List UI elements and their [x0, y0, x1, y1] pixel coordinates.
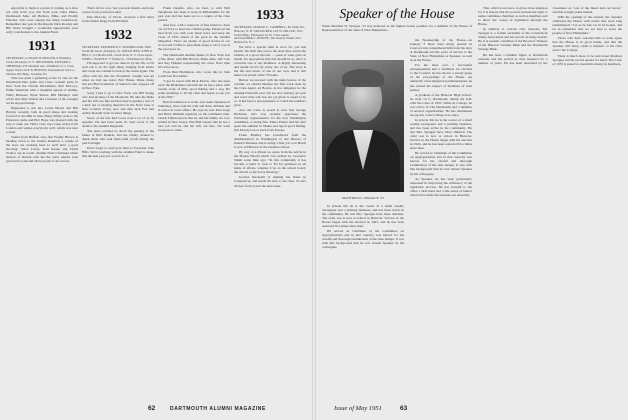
column-text: That's all for now. See you next month, and hope to hear from you before then. — [82, 6, 154, 15]
column-4 — [234, 6, 306, 399]
feature-title: Speaker of the House — [339, 6, 455, 21]
page-number: 63 — [400, 405, 408, 412]
class-secretary-info: SECRETARY, A. FRANCIS ZIEGLER, 8 Wellesley Circle, Brooklyn, N. Y. TREASURER, EDWARD L. SHERMAN, 250 Sherman Ave., Plainfield, N. J. Class Agent, WALLACE B. BENSON, International Salt Co., Stratton Life Bldg., Scranton, Pa. — [6, 56, 76, 76]
column-text: the Speakership of the House—on January 3 there were many present in Concord who remembered him from his days at Dartmouth and his years of service to the State of New Hampshire as Speaker, as well as in the House. — [410, 38, 472, 63]
right-text-column — [478, 6, 622, 399]
column-text: He served as Chairman of the Committee on Appropriations and in that capacity was known for his careful and thorough examination of the state budget. It was with this background that he was chosen Speaker by his colleagues. — [322, 229, 404, 250]
magazine-name: DARTMOUTH ALUMNI MAGAZINE — [170, 406, 266, 412]
column-text: In addition to various civic interests, Mr. Sprague is a former president of the Connecticut Valley Association and has served on many boards. He is at present a member of the Board of Trustees of the Hanover Savings Bank and the Dartmouth Savings Bank. — [478, 27, 548, 52]
column-text: News of the late Red Lowe took a lot of us by surprise. He had been quite ill. Sent word of his death to the Alumni Magazine. — [82, 115, 154, 129]
column-2 — [82, 6, 154, 399]
column-text: Don't forget to send your dues to Treasurer John Hills. We're working with the Alumni Fund to make this the best year yet, so let's do it. — [82, 146, 154, 159]
column-text: With the opening of the session, the Speaker addressed the House with words that were long remembered: "Let us be fair, let us be honest, and let us remember that we are here to serve the people of New Hampshire." — [552, 15, 622, 36]
column-text: In private life he is the owner of a small weekly newspaper and a printing business, and has been active in the community. He and Mrs. Sprague have three children. The older son is now at school in Hanover. Service in the House began with his election in 1943, and he has been reelected five times since then. — [322, 204, 404, 229]
caption-column — [322, 58, 404, 399]
column-text: Also the Class is proud to note that George Hedwick, who was recently appointed the University representative for the new Washington committee, is doing fine. Elmer Parker and his wife spent the summer in Maine and report good fishing. Jim Moody is now back from Europe. — [234, 107, 306, 132]
column-text: Sound from Buffalo says that Freddy Brown is heading down to the Atlanta Reunion; a couple of the boys are working hard so we'll have a good showing. Steve Lewis, Tom Keane and Chick Trainor are in touch. Alumni Fund Chairman Ozzie Nelson of Detroit tells me the early returns look good and we should all be proud of our record. — [6, 134, 78, 164]
left-page — [0, 0, 312, 420]
column-text: For the most part, a successful newspaperman and a candidate for election to the Council, he has shown a steady grasp of the proceedings of the House. An unusually even-tempered parliamentarian, he has earned the respect of members of both parties. — [410, 63, 472, 92]
column-text: The Dartmouth Alumni dinner in New York was a fine affair, with Bill Bowen, Hank Ashe, Jeff Cole and Ray Holmes representing the class. Next time let's have more. — [158, 52, 230, 69]
column-text: Sorry I had to go to New York, saw Bill Young who had pictures of the Mountain. He tells me Duke and his wife are fine and that they're getting a sort of a kick out of playing detective in the Navy base at New London. Every now and then Jack Fox and Arthur Rozzell write in about things. — [82, 90, 154, 115]
photo-caption: MANFRED D. SPRAGUE '33 — [342, 196, 384, 200]
page-number: 62 — [148, 405, 156, 412]
column-text: A graduate of the Hanover High School, he went on to Dartmouth, taking his A.B. with the Class of 1933. While in College, he was active in The Dartmouth and a member of several organizations. He has maintained strong ties to the College ever since. — [410, 92, 472, 117]
column-text: As Speaker, he has been particularly interested in improving the efficiency of the legislative process. He has brought to the office a firm hand and a fine sense of humor which have made the sessions run smoothly. — [410, 176, 472, 197]
column-text: There is much more to be said about Manfred Sprague, but his record speaks for itself. The Class of 1933 is proud to count him among its members. — [552, 53, 622, 66]
column-text: Frank Daniels, who, we hear, is with Bell Telephone, has been at work in Philadelphia for the past year and has been out to a couple of the class parties. — [158, 6, 230, 23]
column-text: This was quite a gathering of the 31 clan for the Dartmouth-Yale game and Class cocktail party in New York the Charlie McAllisters, Bob McCoys, Eddie Shermans with a beautiful spread of shrimp, Wally Bensons, Hyde Shaws, Bill Murphys with wives and other friends and a turnout of the younger set all enjoyed things. — [6, 76, 78, 105]
class-year-heading: 1931 — [28, 39, 56, 55]
column-text: Happened to run into Lewis Moore and Bill Hartley recently, both in good shape and looking forward to the 20th in June. Harry Sibley went to the Princeton game and Bob Hope was pleased with the way it came out. Harry Gray says Lang writes from London and wishes everybody well, which was nice to hear. — [6, 105, 78, 134]
column-text: In private life he is the owner of a small weekly newspaper and a printing business, and has been active in the community. He and Mrs. Sprague have three children. The older son is now at school in Hanover. Service in the House began with his election in 1943, and he has been reelected five times since then. — [410, 117, 472, 151]
column-text: He served as Chairman of the Committee on Appropriations and in that capacity was known for his careful and thorough examination of the state budget. It was with this background that he was chosen Speaker by his colleagues. — [410, 151, 472, 176]
column-text: From Bud Haddleton, who wrote this in John Coller last November: — [158, 69, 230, 78]
column-text: Harold Anderson is in the real estate business in Wellesley, lives with his wife and three children and is active in town affairs. He says he sees Paul Gage and Harry Kimball regularly on the commuter train. Chuck Tilden reports that he and his family are now settled in New Jersey. Win Hall reports that he has a new job and he and his wife are fine. We want everyone to write. — [158, 100, 230, 133]
column-text: Those who have watched him at work agree that the House is in good hands, and that the Speaker will bring credit to himself, to his class and to the College. — [552, 36, 622, 53]
column-1 — [6, 6, 78, 399]
column-text: I'm supposed to get our dues in by the 5th, so I'll start out to do the right thing. Judging from letters and cards our column is back at the wheel again. The office tells me that the November column was set when we had one letter, Bob Tinker, Dixie, many Zip and Bud Scammon of Sanborn who stopped off in New York. — [82, 61, 154, 90]
feature-text-column — [410, 38, 472, 399]
issue-label: Issue of May 1951 — [334, 405, 382, 412]
class-secretary-info: SECRETARY, GEORGE C. CAMPBELL, 60 Valley Rd., Hanover, N. H. TREASURER, JAY W. MILLER, 1612 Union Bldg., Pittsburgh 19, Pa. Class Agent, ALEXANDER C. BOWNE, The Sunday Weeks, New Brunswick, N. J. — [234, 25, 306, 45]
right-page — [316, 0, 628, 420]
column-text: The news reached us about the passing of the father of Bob Daniels, and the family wished to thank those who sent them kind words during the past fortnight. — [82, 129, 154, 146]
column-text: enjoyable to them to receive it coming as it does not only from you, but from your Class Mates, Dartmouth Men. All Barbara, Mike, and Freddy Fletcher, who were among the many benefactors. Remember last year in Dartmouth, Dick Rowley and Bill Stone brought a wonderful appreciation your early contribution to the Alumni Fund. — [6, 6, 78, 35]
left-page-footer — [6, 404, 306, 414]
class-secretary-info: SECRETARY, FREDERICK V. SUNDERLAND, 3939 North 4th Street, Arlington, Va. TREASURER, JOHN R. HILLS, 114 Bedford Rd., Great Neck, N. Y. Class Agent, JOHN C. HARVEY, 77 Walnut St., Williamstown, Mass. — [82, 45, 153, 61]
column-text: Pete McCabe, of Dover, received a fine letter from Gilbert Rugg from Pittsfield. — [82, 15, 154, 24]
class-year-heading: 1933 — [256, 8, 284, 23]
column-text: By way of a tribute we quote from the article in the Boston Herald which was written by Lawrence Smith some time ago: "In this community it has become a habit to look to Ed for guidance in all kinds of affairs, whether it be on the school board, the church or the Town Meeting." — [234, 150, 306, 175]
column-text: "I got in touch with Dick Morris, who has been up in the Berkshires and tells me he has a place with twenty acres of hills, good fishing and a dog. He sends greetings to all the class and hopes to see you at the 20th." — [158, 78, 230, 99]
column-text: Gordon Ruckstell is making his home in Connecticut, and sends his best to the class. So let's all hear from you in the next issue. — [234, 175, 306, 188]
column-text: He has been a familiar figure at Dartmouth reunions and has served as class treasurer for a number of years. He has been described by his classmates as "one of the finest men we know," and that is high praise indeed. — [478, 6, 622, 65]
column-text: That, which is not nice, is given close attention for it is known that his powers include the right to name committee chairmen as well as members and to direct the course of legislation through the House. — [478, 6, 548, 27]
column-text: We have a special item in store for you this month. We shall take you to the lead, deal, and in the fashion of a good reporter — peek at what goes on inside. It's appropriate that this should be so, since it concerns one of our members. A highly interesting and useful record for every one of us. The story is the life and career of one of our own, and it will make you proud of the '33 name. — [234, 44, 306, 78]
column-text: Frank Bradley has transferred from the administration in Washington to the Bureau of Internal Revenue and is doing a fine job. Lou Hatch is now in Hanover at the business school. — [234, 132, 306, 150]
column-text: Before we proceed with the main feature of the column, we should mention the fine work done by the Class Agent, Al Bowne, in his campaign for the Alumni Fund this year. We are now nearing our goal and every man who has not yet given is urged to do so. It has been a great pleasure to watch the numbers grow. — [234, 78, 306, 107]
class-year-heading: 1932 — [104, 28, 132, 44]
feature-byline: When Manfred D. Spraguе '33 was inducted as the highest house possible for a member of the House of Representatives of the State of New Hampshire— — [322, 24, 472, 32]
column-3 — [158, 6, 230, 399]
column-text: And now, with a reservoir of fine letters to draw on, we'll try to keep the column going. Please let me hear from you with your latest news and keep the Class of 1932 ahead of the pack in the Alumni Magazine. There are plenty of good stories in our crowd and I'd like to pass them along to all of you as the year goes on. — [158, 23, 230, 52]
right-page-footer — [322, 404, 622, 414]
